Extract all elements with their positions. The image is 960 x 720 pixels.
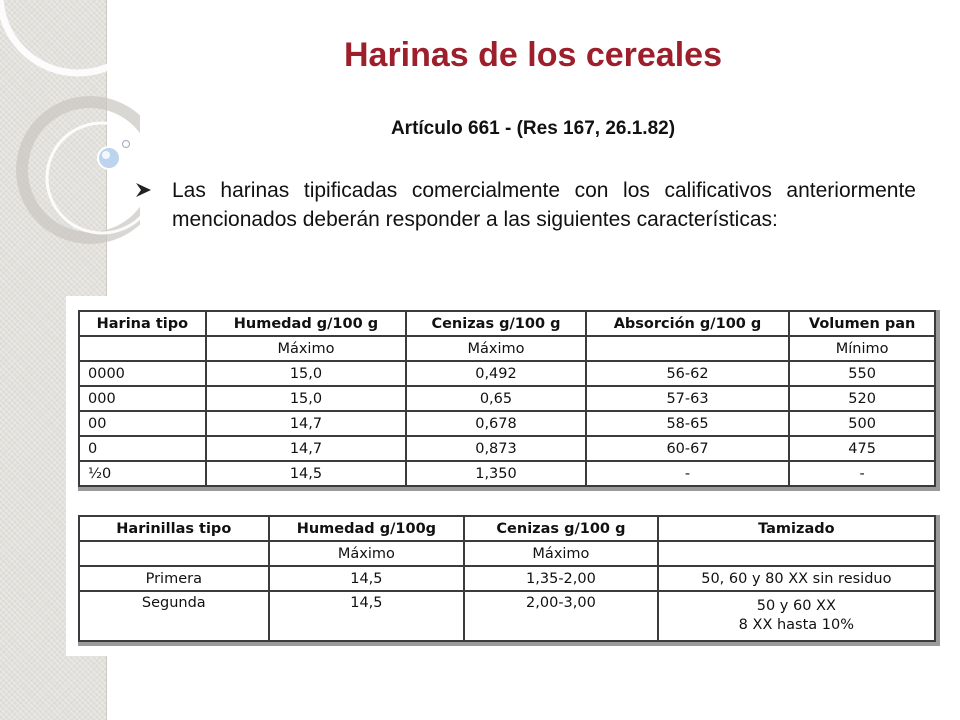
header-cell: Absorción g/100 g (586, 311, 790, 336)
tamizado-line: 8 XX hasta 10% (738, 617, 855, 633)
cell-humedad: 14,5 (269, 591, 465, 641)
limit-cell: Máximo (206, 336, 407, 361)
header-cell: Cenizas g/100 g (406, 311, 586, 336)
header-cell: Humedad g/100 g (206, 311, 407, 336)
table-row (79, 591, 935, 641)
cell-absorcion: 57-63 (586, 386, 790, 411)
limit-cell: Máximo (269, 541, 465, 566)
cell-cenizas: 0,873 (406, 436, 586, 461)
header-cell: Volumen pan (789, 311, 935, 336)
header-cell: Harinillas tipo (79, 516, 269, 541)
cell-volumen: 550 (789, 361, 935, 386)
cell-cenizas: 0,678 (406, 411, 586, 436)
limit-cell (79, 336, 206, 361)
limit-cell: Máximo (464, 541, 658, 566)
slide-subtitle: Artículo 661 - (Res 167, 26.1.82) (390, 118, 676, 139)
cell-tipo: 0 (79, 436, 206, 461)
limit-cell: Mínimo (789, 336, 935, 361)
limit-cell (658, 541, 935, 566)
cell-absorcion: 60-67 (586, 436, 790, 461)
cell-tipo: Segunda (79, 591, 269, 641)
header-cell: Harina tipo (79, 311, 206, 336)
table-header-row (79, 516, 935, 541)
cell-cenizas: 0,492 (406, 361, 586, 386)
cell-tamizado: 50, 60 y 80 XX sin residuo (658, 566, 935, 591)
table-row (79, 361, 935, 386)
cell-tipo: Primera (79, 566, 269, 591)
limit-cell: Máximo (406, 336, 586, 361)
header-cell: Cenizas g/100 g (464, 516, 658, 541)
cell-absorcion: 58-65 (586, 411, 790, 436)
cell-tipo: 000 (79, 386, 206, 411)
table-row (79, 436, 935, 461)
harinas-table (78, 310, 940, 491)
cell-cenizas: 1,350 (406, 461, 586, 486)
cell-tipo: 0000 (79, 361, 206, 386)
cell-volumen: 500 (789, 411, 935, 436)
cell-humedad: 14,7 (206, 436, 407, 461)
cell-absorcion: 56-62 (586, 361, 790, 386)
arrow-right-icon (134, 180, 154, 200)
slide-title: Harinas de los cereales (343, 36, 722, 74)
cell-cenizas: 0,65 (406, 386, 586, 411)
cell-humedad: 15,0 (206, 386, 407, 411)
cell-humedad: 14,5 (269, 566, 465, 591)
table-row (79, 461, 935, 486)
cell-humedad: 14,5 (206, 461, 407, 486)
limits-row (79, 541, 935, 566)
limits-row (79, 336, 935, 361)
bullet-item (134, 176, 916, 234)
cell-tipo: 00 (79, 411, 206, 436)
table-row (79, 386, 935, 411)
cell-volumen: - (789, 461, 935, 486)
cell-cenizas: 1,35-2,00 (464, 566, 658, 591)
header-cell: Humedad g/100g (269, 516, 465, 541)
table-row (79, 566, 935, 591)
cell-volumen: 475 (789, 436, 935, 461)
cell-volumen: 520 (789, 386, 935, 411)
cell-tipo: ½0 (79, 461, 206, 486)
cell-humedad: 14,7 (206, 411, 407, 436)
harinillas-table (78, 515, 940, 646)
limit-cell (586, 336, 790, 361)
header-cell: Tamizado (658, 516, 935, 541)
cell-tamizado (658, 591, 935, 641)
cell-humedad: 15,0 (206, 361, 407, 386)
bullet-text: Las harinas tipificadas comercialmente con los calificativos anteriormente mencionados deberán responder a las siguientes características: (172, 179, 916, 231)
tamizado-line: 50 y 60 XX (756, 598, 836, 614)
limit-cell (79, 541, 269, 566)
cell-absorcion: - (586, 461, 790, 486)
table-header-row (79, 311, 935, 336)
cell-cenizas: 2,00-3,00 (464, 591, 658, 641)
table-row (79, 411, 935, 436)
